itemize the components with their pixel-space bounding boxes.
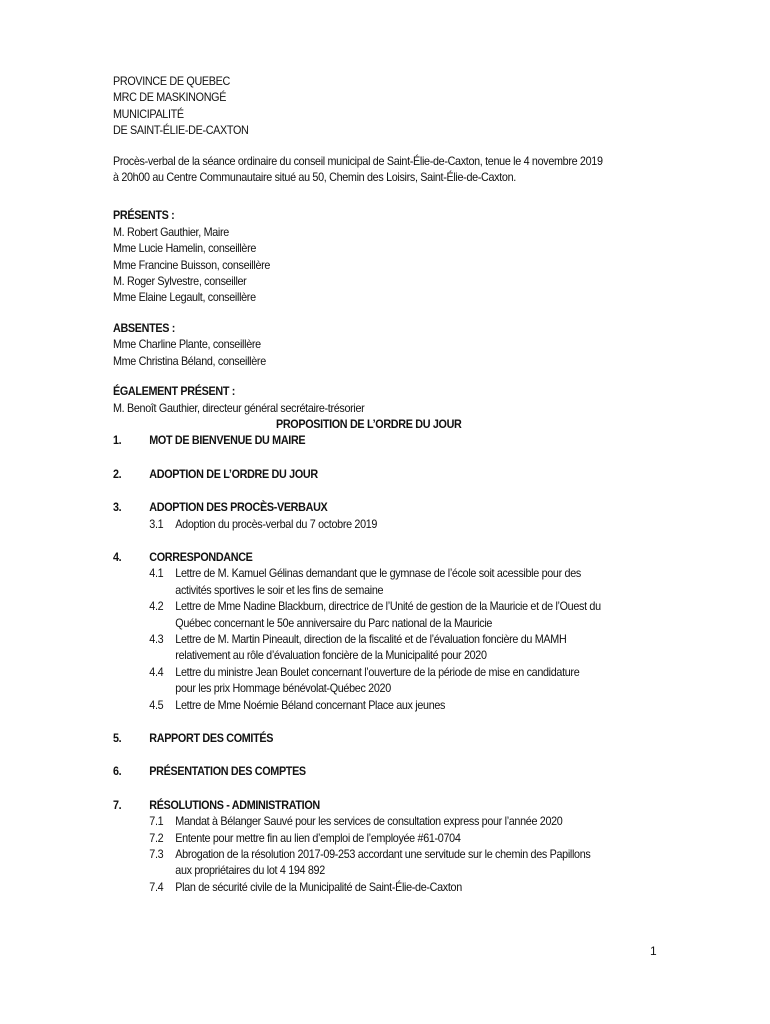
agenda-subitem-line: activités sportives le soir et les fins de semaine (175, 583, 384, 597)
agenda-item (113, 550, 625, 714)
intro-line: à 20h00 au Centre Communautaire situé au 50, Chemin des Loisirs, Saint-Élie-de-Caxton. (113, 171, 516, 185)
agenda-subitem-line: Lettre de M. Kamuel Gélinas demandant que le gymnase de l’école soit acessible pour des (175, 567, 581, 581)
agenda-subitem (113, 880, 625, 896)
agenda-subitem-text (175, 847, 624, 880)
agenda-subitem-number: 4.2 (149, 600, 164, 614)
agenda-item-heading (113, 798, 625, 814)
minutes-body (113, 74, 625, 896)
agenda-subitem-line: Adoption du procès-verbal du 7 octobre 2019 (175, 517, 378, 531)
agenda-item-heading (113, 467, 625, 483)
attendee: Mme Lucie Hamelin, conseillère (113, 242, 257, 256)
agenda-subitem (113, 831, 625, 847)
agenda-subitem-line: Abrogation de la résolution 2017-09-253 accordant une servitude sur le chemin des Papillons (175, 848, 591, 862)
agenda-item-number: 1. (113, 434, 122, 448)
agenda-subitem-number: 4.4 (149, 665, 164, 679)
agenda-item (113, 433, 625, 449)
agenda-subitem (113, 517, 625, 533)
agenda-subitem (113, 814, 625, 830)
absentee: Mme Christina Béland, conseillère (113, 354, 266, 368)
agenda-item-heading (113, 764, 625, 780)
agenda-item-number: 2. (113, 467, 122, 481)
agenda-subitem-number: 3.1 (149, 517, 164, 531)
agenda-item (113, 764, 625, 780)
staff-member: M. Benoît Gauthier, directeur général secrétaire-trésorier (113, 401, 365, 415)
agenda-subitem-text (175, 698, 624, 714)
presents-heading: PRÉSENTS : (113, 209, 175, 223)
agenda-subitem-text (175, 517, 624, 533)
agenda-subitem-text (175, 831, 624, 847)
agenda-item (113, 467, 625, 483)
agenda-subitem-text (175, 665, 624, 698)
presents-section (113, 208, 625, 306)
agenda-subitem-text (175, 880, 624, 896)
agenda-item-number: 7. (113, 798, 122, 812)
agenda-subitem (113, 847, 625, 880)
agenda-item (113, 500, 625, 533)
agenda-item-heading (113, 550, 625, 566)
agenda-subitem-text (175, 632, 624, 665)
letterhead (113, 74, 625, 140)
agenda-subitem (113, 665, 625, 698)
agenda-subitem-line: Mandat à Bélanger Sauvé pour les services de consultation express pour l’année 2020 (175, 815, 563, 829)
agenda-subitem-number: 4.1 (149, 567, 164, 581)
agenda-subitem-line: aux propriétaires du lot 4 194 892 (175, 864, 325, 878)
header-line: PROVINCE DE QUEBEC (113, 75, 230, 88)
agenda-subitem (113, 599, 625, 632)
agenda-subitem-line: pour les prix Hommage bénévolat-Québec 2020 (175, 682, 391, 696)
header-line: MUNICIPALITÉ (113, 107, 184, 121)
agenda-subitem-line: Québec concernant le 50e anniversaire du Parc national de la Mauricie (175, 616, 493, 630)
agenda-subitem (113, 566, 625, 599)
header-line: DE SAINT-ÉLIE-DE-CAXTON (113, 124, 249, 138)
absentee: Mme Charline Plante, conseillère (113, 338, 261, 352)
agenda-subitem (113, 632, 625, 665)
egalement-heading: ÉGALEMENT PRÉSENT : (113, 385, 236, 399)
agenda-item-label: CORRESPONDANCE (149, 550, 253, 564)
absentes-section (113, 321, 625, 370)
agenda-subitem-line: Entente pour mettre fin au lien d’emploi de l’employée #61-0704 (175, 831, 461, 845)
agenda-subitem-line: Lettre de Mme Noémie Béland concernant Place aux jeunes (175, 698, 446, 712)
agenda-list (113, 433, 625, 896)
agenda-subitem-text (175, 599, 624, 632)
agenda-item-label: ADOPTION DES PROCÈS-VERBAUX (149, 501, 328, 515)
header-line: MRC DE MASKINONGÉ (113, 91, 227, 105)
agenda-subitem-line: relativement au rôle d’évaluation foncière de la Municipalité pour 2020 (175, 649, 487, 663)
agenda-subitem-number: 7.2 (149, 831, 164, 845)
agenda-subitem-line: Lettre du ministre Jean Boulet concernant l’ouverture de la période de mise en candidature (175, 665, 580, 679)
agenda-subitem-line: Lettre de Mme Nadine Blackburn, directrice de l’Unité de gestion de la Mauricie et de l’Ouest du (175, 600, 601, 614)
agenda-subitem-line: Plan de sécurité civile de la Municipalité de Saint-Élie-de-Caxton (175, 880, 462, 894)
agenda-item-label: RAPPORT DES COMITÉS (149, 732, 274, 745)
agenda-item-number: 6. (113, 765, 122, 779)
agenda-item-label: PRÉSENTATION DES COMPTES (149, 765, 306, 779)
agenda-item-label: ADOPTION DE L’ORDRE DU JOUR (149, 467, 318, 481)
agenda-item-heading (113, 500, 625, 516)
agenda-item (113, 798, 625, 896)
agenda-subitem-line: Lettre de M. Martin Pineault, direction de la fiscalité et de l’évaluation foncière du MAMH (175, 632, 567, 646)
agenda-item (113, 731, 625, 747)
attendee: M. Robert Gauthier, Maire (113, 225, 229, 239)
agenda-subitem-number: 7.1 (149, 815, 164, 829)
attendee: Mme Francine Buisson, conseillère (113, 258, 271, 272)
agenda-subitem-number: 7.3 (149, 848, 164, 862)
agenda-subitem-text (175, 814, 624, 830)
agenda-item-number: 5. (113, 732, 122, 745)
agenda-subitem-number: 7.4 (149, 880, 164, 894)
agenda-item-heading (113, 731, 625, 747)
agenda-subitem-text (175, 566, 624, 599)
intro-line: Procès-verbal de la séance ordinaire du conseil municipal de Saint-Élie-de-Caxton, tenue le 4 novembre 2019 (113, 154, 603, 168)
page-number: 1 (650, 944, 657, 958)
agenda-title: PROPOSITION DE L’ORDRE DU JOUR (275, 417, 462, 431)
agenda-item-number: 3. (113, 501, 122, 515)
agenda-subitem (113, 698, 625, 714)
agenda-subitem-number: 4.5 (149, 698, 164, 712)
absentes-heading: ABSENTES : (113, 321, 176, 335)
agenda-item-label: MOT DE BIENVENUE DU MAIRE (149, 434, 306, 448)
agenda-subitem-number: 4.3 (149, 632, 164, 646)
egalement-section (113, 384, 625, 417)
intro-paragraph (113, 154, 625, 187)
agenda-item-number: 4. (113, 550, 122, 564)
attendee: Mme Elaine Legault, conseillère (113, 291, 256, 305)
agenda-item-label: RÉSOLUTIONS - ADMINISTRATION (149, 798, 320, 812)
attendee: M. Roger Sylvestre, conseiller (113, 275, 247, 289)
agenda-item-heading (113, 433, 625, 449)
